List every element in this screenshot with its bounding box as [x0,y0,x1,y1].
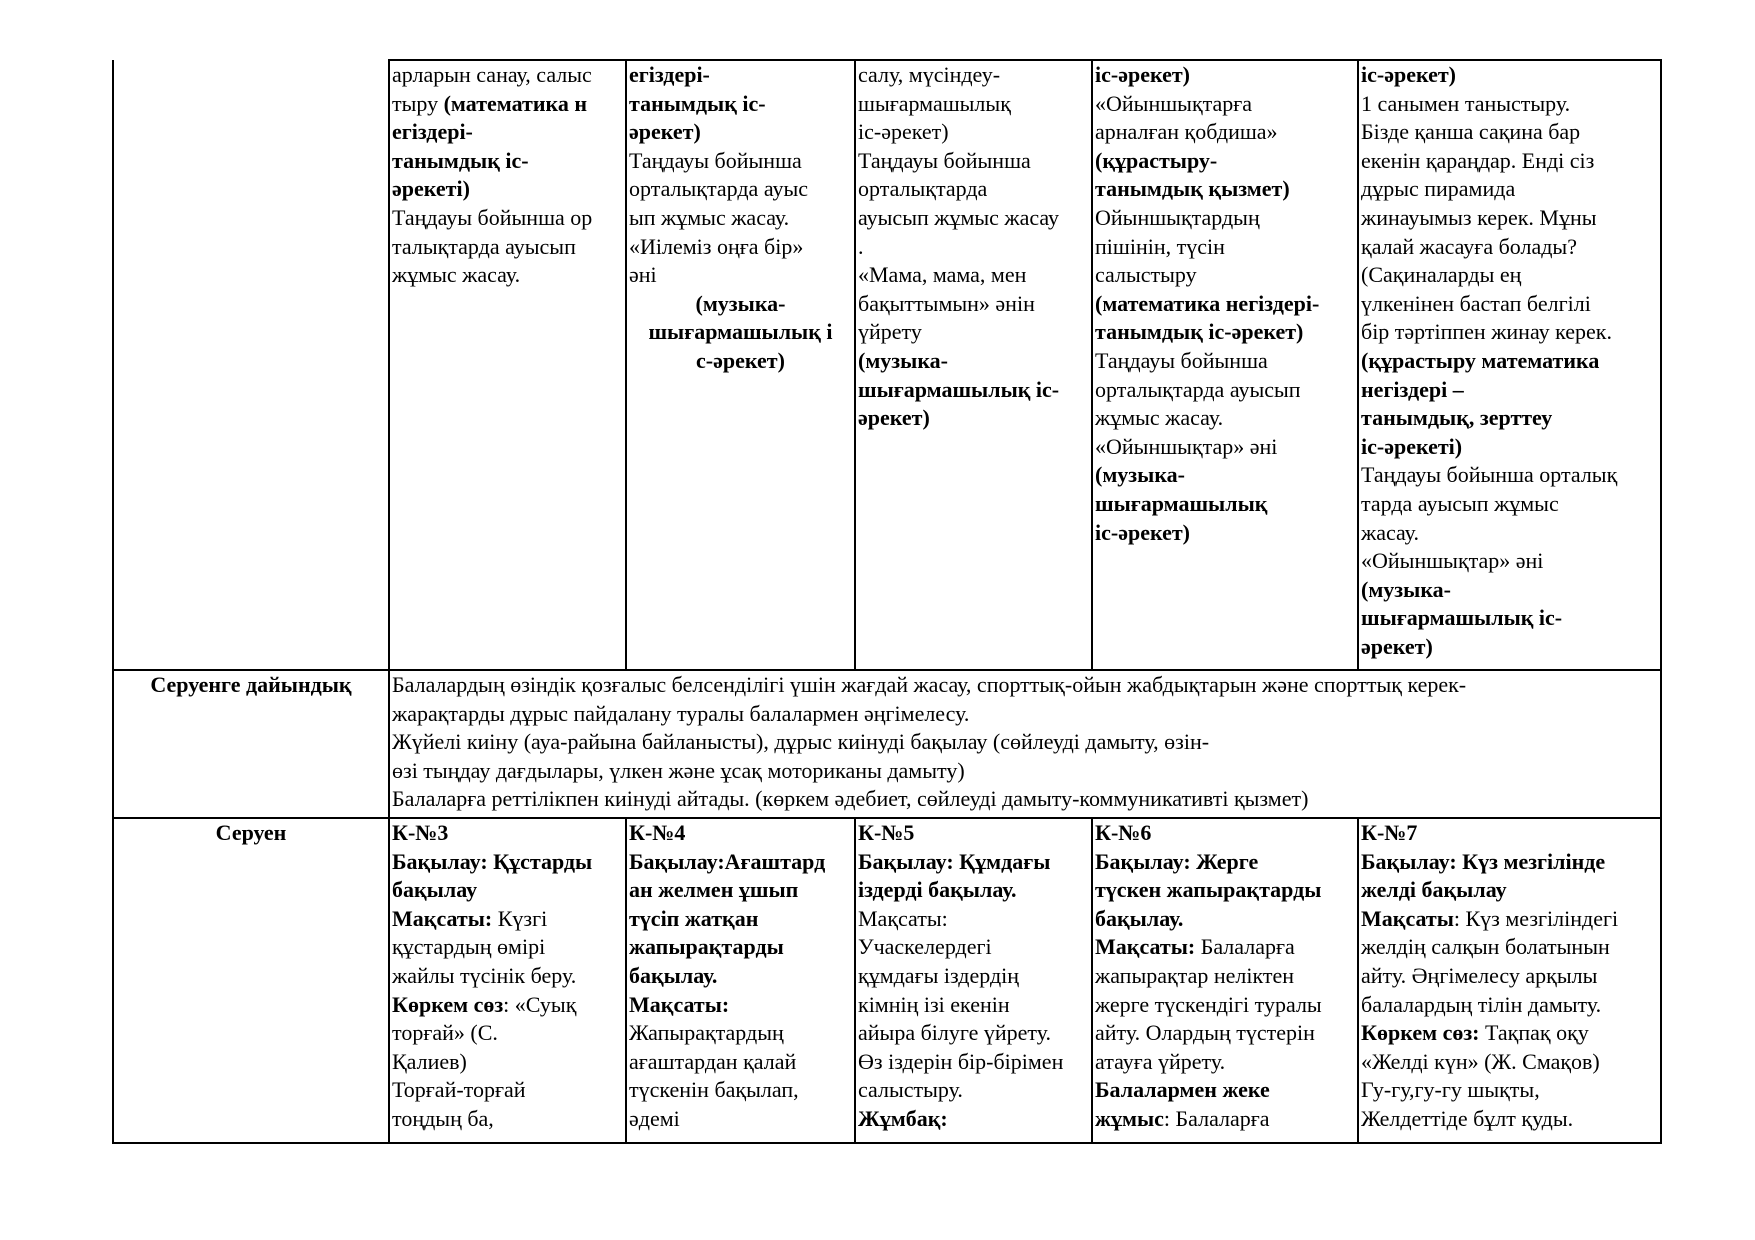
text: балалардың тілін дамыту. [1361,991,1602,1017]
bold-text: К-№6 [1095,820,1152,845]
walk-preparation-text [389,670,1661,818]
text: Учаскелердегі [858,934,992,960]
bold-text: әрекеті) [392,176,470,202]
text: арларын санау, салыс [392,62,592,87]
text: : «Суық [503,991,577,1017]
cell-line [1361,547,1658,576]
cell-line [629,819,852,848]
cell-line [858,905,1089,934]
text: тоңдың ба, [392,1105,494,1131]
cell-line [858,204,1089,233]
text: айту. Олардың түстерін [1095,1020,1315,1046]
cell-line [629,1048,852,1077]
walk-label: Серуен [113,818,389,1143]
cell-line [392,233,623,262]
bold-text: жапырақтарды [629,934,784,960]
cell-line [1361,576,1658,605]
text: ағаштардан қалай [629,1048,797,1074]
walk-preparation-row [113,670,1661,818]
cell-line [629,290,852,319]
cell-line [1361,90,1658,119]
text: шығармашылық [858,90,1011,116]
cell-line [858,1019,1089,1048]
text: пішінін, түсін [1095,233,1225,259]
cell-line [629,933,852,962]
cell-line [392,90,623,119]
text: кімнің ізі екенін [858,991,1010,1017]
cell-line [629,118,852,147]
cell-line [1361,490,1658,519]
text: құмдағы іздердің [858,962,1020,988]
cell-line [1095,1105,1355,1134]
bold-text: Мақсаты: [1095,934,1196,960]
text: Таңдауы бойынша [1095,347,1268,373]
walk-cell-3 [855,818,1092,1143]
cell-line [629,61,852,90]
text: үлкенінен бастап белгілі [1361,290,1591,316]
cell-line [1361,1019,1658,1048]
cell-line [629,1076,852,1105]
bold-text: Бақылау: Күз мезгілінде [1361,848,1606,874]
cell-line [1095,261,1355,290]
text: Бізде қанша сақина бар [1361,119,1581,145]
walk-cell-5 [1358,818,1661,1143]
cell-line [629,175,852,204]
cell-line [392,876,623,905]
cell-line [392,261,623,290]
walk-preparation-label: Серуенге дайындық [113,670,389,818]
cell-line [858,962,1089,991]
prep-line: Жүйелі киіну (ауа-райына байланысты), дұрыс киінуді бақылау (сөйлеуді дамыту, өзін- [392,729,1210,755]
cell-line [1361,933,1658,962]
cell-line [629,1019,852,1048]
text: жапырақтар неліктен [1095,962,1295,988]
text: құстардың өмірі [392,934,546,960]
cell-line [1361,905,1658,934]
cell-line [858,347,1089,376]
cell-line [858,233,1089,262]
cell-line [1361,848,1658,877]
cell-line [629,261,852,290]
text: салу, мүсіндеу- [858,62,1001,87]
bold-text: (музыка- [1095,462,1185,488]
cell-line [1361,1105,1658,1134]
prep-line: өзі тыңдау дағдылары, үлкен және ұсақ моториканы дамыту) [392,757,965,783]
cell-line [858,118,1089,147]
cell-line [392,204,623,233]
bold-text: (құрастыру математика [1361,347,1600,373]
cell-line [1361,991,1658,1020]
text: Таңдауы бойынша ор [392,204,593,230]
cell-line [858,318,1089,347]
cell-line [1361,347,1658,376]
text: Торғай-торғай [392,1077,526,1103]
text: іс-әрекет) [858,119,949,145]
cell-line [629,318,852,347]
bold-text: Көркем сөз: [1361,1020,1480,1046]
text: жайлы түсінік беру. [392,962,577,988]
cell-line [1361,962,1658,991]
bold-text: Бақылау:Ағаштард [629,848,826,874]
cell-line [1361,461,1658,490]
cell-line [392,147,623,176]
text: жұмыс жасау. [392,262,521,288]
cell-line [858,404,1089,433]
cell-line [1095,404,1355,433]
text: (Сақиналарды ең [1361,262,1522,288]
cell-line [1095,519,1355,548]
cell-line [1361,876,1658,905]
bold-text: іс-әрекеті) [1361,433,1463,459]
prep-line: жарақтарды дұрыс пайдалану туралы балалармен әңгімелесу. [392,700,970,726]
bold-text: әрекет) [858,405,930,431]
bold-text: әрекет) [629,119,701,145]
prep-line: Балаларға реттілікпен киінуді айтады. (көркем әдебиет, сөйлеуді дамыту-коммуникативті қызмет) [392,786,1309,812]
cell-line [1361,376,1658,405]
text: тарда ауысып жұмыс [1361,490,1559,516]
cell-line [1095,433,1355,462]
text: Мақсаты: [858,905,948,931]
activity-cell-1 [389,60,626,670]
cell-line [1095,819,1355,848]
cell-line [1361,404,1658,433]
bold-text: К-№5 [858,820,915,845]
text: арналған қобдиша» [1095,119,1278,145]
cell-line [858,61,1089,90]
cell-line [1095,61,1355,90]
cell-line [392,175,623,204]
bold-text: танымдық іс-әрекет) [1095,319,1304,345]
cell-line [392,1048,623,1077]
cell-line [858,933,1089,962]
text: жинауымыз керек. Мұны [1361,204,1597,230]
cell-line [1095,461,1355,490]
cell-line [392,933,623,962]
cell-line [1095,991,1355,1020]
cell-line [629,876,852,905]
bold-text: танымдық қызмет) [1095,176,1290,202]
text: . [858,233,864,259]
activity-cell-2 [626,60,855,670]
cell-line [858,848,1089,877]
cell-line [858,175,1089,204]
cell-line [1095,876,1355,905]
cell-line [1361,290,1658,319]
text: әні [629,262,657,288]
row-label-empty [113,60,389,670]
bold-text: Мақсаты: [392,905,493,931]
text: Таңдауы бойынша орталық [1361,462,1618,488]
text: қалай жасауға болады? [1361,233,1577,259]
cell-line [1095,848,1355,877]
bold-text: бақылау [392,877,478,903]
cell-line [1095,962,1355,991]
text: түскенін бақылап, [629,1077,799,1103]
text: жасау. [1361,519,1419,545]
cell-line [1361,604,1658,633]
cell-line [1361,318,1658,347]
cell-line [392,848,623,877]
text: талықтарда ауысып [392,233,576,259]
text: әдемі [629,1105,680,1131]
text: Ойыншықтардың [1095,204,1260,230]
cell-line [392,962,623,991]
cell-line [858,1076,1089,1105]
cell-line [1095,175,1355,204]
bold-text: Бақылау: Құмдағы [858,848,1051,874]
cell-line [1095,490,1355,519]
cell-line [1095,147,1355,176]
bold-text: бақылау. [1095,905,1184,931]
bold-text: К-№7 [1361,820,1418,845]
bold-text: Бақылау: Жерге [1095,848,1259,874]
bold-text: К-№4 [629,820,686,845]
cell-line [1361,61,1658,90]
text: бақыттымын» әнін [858,290,1035,316]
bold-text: түсіп жатқан [629,905,759,931]
bold-text: шығармашылық іс- [858,376,1060,402]
cell-line [1095,118,1355,147]
cell-line [858,991,1089,1020]
cell-line [1361,118,1658,147]
bold-text: іс-әрекет) [1361,62,1456,87]
cell-line [392,991,623,1020]
text: тыру [392,90,444,116]
bold-text: Мақсаты [1361,905,1454,931]
cell-line [629,1105,852,1134]
cell-line [858,147,1089,176]
text: «Иілеміз оңға бір» [629,233,804,259]
cell-line [1095,318,1355,347]
cell-line [629,233,852,262]
cell-line [1361,633,1658,662]
cell-line [1095,933,1355,962]
bold-text: танымдық, зерттеу [1361,405,1553,431]
text: Жапырақтардың [629,1020,784,1046]
text: орталықтарда [858,176,988,202]
text: орталықтарда ауыс [629,176,809,202]
text: : Балаларға [1163,1105,1270,1131]
walk-cell-2 [626,818,855,1143]
cell-line [392,1076,623,1105]
bold-text: (математика н [443,90,588,116]
text: «Ойыншықтар» әні [1095,433,1278,459]
bold-text: егіздері- [392,119,473,145]
cell-line [1361,204,1658,233]
bold-text: шығармашылық іс- [1361,605,1563,631]
text: екенін қараңдар. Енді сіз [1361,147,1595,173]
text: : Күз мезгіліндегі [1453,905,1619,931]
walk-cell-4 [1092,818,1358,1143]
cell-line [392,61,623,90]
bold-text: негіздері – [1361,376,1464,402]
text: айыра білуге үйрету. [858,1020,1052,1046]
bold-text: іс-әрекет) [1095,62,1190,87]
bold-text: Балалармен жеке [1095,1077,1270,1103]
text: «Ойыншықтарға [1095,90,1253,116]
cell-line [1095,1048,1355,1077]
cell-line [1361,147,1658,176]
cell-line [858,876,1089,905]
text: ып жұмыс жасау. [629,204,790,230]
cell-line [1095,90,1355,119]
cell-line [629,962,852,991]
text: атауға үйрету. [1095,1048,1226,1074]
bold-text: шығармашылық [1095,490,1268,516]
text: Таңдауы бойынша [629,147,802,173]
cell-line [629,848,852,877]
cell-line [1361,1076,1658,1105]
cell-line [1361,233,1658,262]
bold-text: (математика негіздері- [1095,290,1320,316]
cell-line [1361,433,1658,462]
bold-text: Жұмбақ: [858,1105,948,1131]
text: салыстыру [1095,262,1197,288]
bold-text: Мақсаты: [629,991,730,1017]
cell-line [1361,819,1658,848]
text: Тақпақ оқу [1479,1020,1589,1046]
activity-cell-3 [855,60,1092,670]
activity-cell-4 [1092,60,1358,670]
cell-line [1361,175,1658,204]
cell-line [392,819,623,848]
bold-text: әрекет) [1361,633,1433,659]
cell-line [858,819,1089,848]
cell-line [392,118,623,147]
bold-text: К-№3 [392,820,449,845]
cell-line [858,376,1089,405]
walk-row [113,818,1661,1143]
text: 1 санымен таныстыру. [1361,90,1571,116]
cell-line [1095,347,1355,376]
cell-line [858,90,1089,119]
cell-line [1095,376,1355,405]
text: Гу-гу,гу-гу шықты, [1361,1077,1540,1103]
cell-line [858,1048,1089,1077]
cell-line [1095,233,1355,262]
bold-text: егіздері- [629,62,710,87]
walk-cell-1 [389,818,626,1143]
cell-line [629,905,852,934]
bold-text: танымдық іс- [392,147,529,173]
text: салыстыру. [858,1077,963,1103]
bold-text: (музыка- [858,347,948,373]
text: айту. Әңгімелесу арқылы [1361,962,1598,988]
text: ауысып жұмыс жасау [858,204,1060,230]
bold-text: іс-әрекет) [1095,519,1190,545]
cell-line [858,261,1089,290]
text: торғай» (С. [392,1020,498,1046]
cell-line [1095,204,1355,233]
text: Желдеттіде бұлт қуды. [1361,1105,1574,1131]
cell-line [392,905,623,934]
activities-continuation-row [113,60,1661,670]
text: жұмыс жасау. [1095,405,1224,431]
text: Өз іздерін бір-бірімен [858,1048,1064,1074]
text: «Мама, мама, мен [858,262,1027,288]
cell-line [1361,1048,1658,1077]
text: дұрыс пирамида [1361,176,1516,202]
bold-text: желді бақылау [1361,877,1507,903]
cell-line [858,290,1089,319]
text: «Желді күн» (Ж. Смақов) [1361,1048,1600,1074]
cell-line [1095,1019,1355,1048]
bold-text: (музыка- [1361,576,1451,602]
cell-line [1095,905,1355,934]
text: Күзгі [492,905,548,931]
text: бір тәртіппен жинау керек. [1361,319,1612,345]
cell-line [629,991,852,1020]
bold-text: танымдық іс- [629,90,766,116]
cell-line [392,1105,623,1134]
bold-text: с-әрекет) [696,347,785,373]
schedule-table [112,59,1662,1144]
bold-text: ан желмен ұшып [629,877,799,903]
cell-line [1095,290,1355,319]
text: Таңдауы бойынша [858,147,1031,173]
text: Қалиев) [392,1048,467,1074]
prep-line: Балалардың өзіндік қозғалыс белсенділігі үшін жағдай жасау, спорттық-ойын жабдықтарын және спорттық керек- [392,672,1467,697]
cell-line [392,1019,623,1048]
text: Балаларға [1195,934,1295,960]
text: үйрету [858,319,922,345]
cell-line [858,1105,1089,1134]
bold-text: бақылау. [629,962,718,988]
text: орталықтарда ауысып [1095,376,1301,402]
cell-line [629,347,852,376]
bold-text: (музыка- [695,290,786,316]
text: желдің салқын болатынын [1361,934,1610,960]
bold-text: шығармашылық і [648,319,833,345]
activity-cell-5 [1358,60,1661,670]
bold-text: жұмыс [1095,1105,1164,1131]
bold-text: Бақылау: Құстарды [392,848,593,874]
cell-line [1361,261,1658,290]
bold-text: түскен жапырақтарды [1095,877,1322,903]
cell-line [629,90,852,119]
bold-text: іздерді бақылау. [858,877,1017,903]
text: жерге түскендігі туралы [1095,991,1322,1017]
cell-line [629,204,852,233]
bold-text: (құрастыру- [1095,147,1218,173]
text: «Ойыншықтар» әні [1361,548,1544,574]
bold-text: Көркем сөз [392,991,504,1017]
cell-line [1361,519,1658,548]
cell-line [1095,1076,1355,1105]
cell-line [629,147,852,176]
